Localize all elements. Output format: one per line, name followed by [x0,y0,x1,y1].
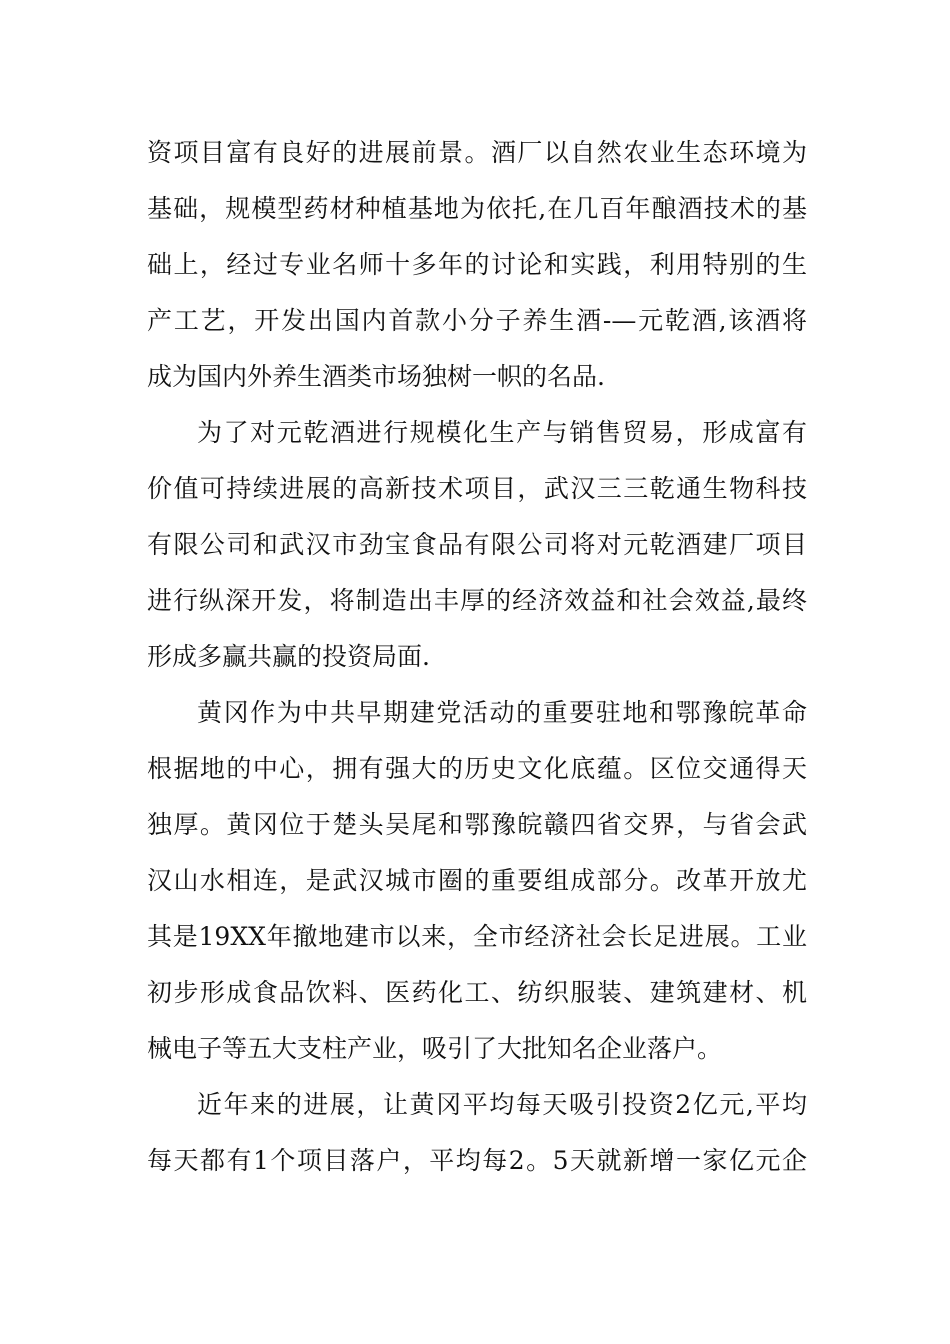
text-line: 汉山水相连，是武汉城市圈的重要组成部分。改革开放尤 [147,866,807,895]
text-line: 础上，经过专业名师十多年的讨论和实践，利用特别的生 [147,250,807,279]
text-line: 资项目富有良好的进展前景。酒厂以自然农业生态环境为 [147,138,807,167]
text-line: 初步形成食品饮料、医药化工、纺织服装、建筑建材、机 [147,978,807,1007]
text-line: 产工艺，开发出国内首款小分子养生酒-—元乾酒,该酒将 [147,306,807,335]
text-line: 为了对元乾酒进行规模化生产与销售贸易，形成富有 [197,418,807,447]
text-line: 成为国内外养生酒类市场独树一帜的名品. [147,362,605,391]
text-line: 有限公司和武汉市劲宝食品有限公司将对元乾酒建厂项目 [147,530,807,559]
text-line: 根据地的中心，拥有强大的历史文化底蕴。区位交通得天 [147,754,807,783]
text-line: 形成多赢共赢的投资局面. [147,642,430,671]
text-line: 其是19XX年撤地建市以来，全市经济社会长足进展。工业 [147,922,807,951]
text-line: 近年来的进展，让黄冈平均每天吸引投资2亿元,平均 [197,1090,807,1119]
text-line: 黄冈作为中共早期建党活动的重要驻地和鄂豫皖革命 [197,698,807,727]
text-line: 进行纵深开发，将制造出丰厚的经济效益和社会效益,最终 [147,586,807,615]
text-line: 基础，规模型药材种植基地为依托,在几百年酿酒技术的基 [147,194,807,223]
text-line: 独厚。黄冈位于楚头吴尾和鄂豫皖赣四省交界，与省会武 [147,810,807,839]
text-line: 械电子等五大支柱产业，吸引了大批知名企业落户。 [147,1034,723,1063]
text-line: 价值可持续进展的高新技术项目，武汉三三乾通生物科技 [147,474,807,503]
text-line: 每天都有1个项目落户，平均每2。5天就新增一家亿元企 [147,1146,807,1175]
